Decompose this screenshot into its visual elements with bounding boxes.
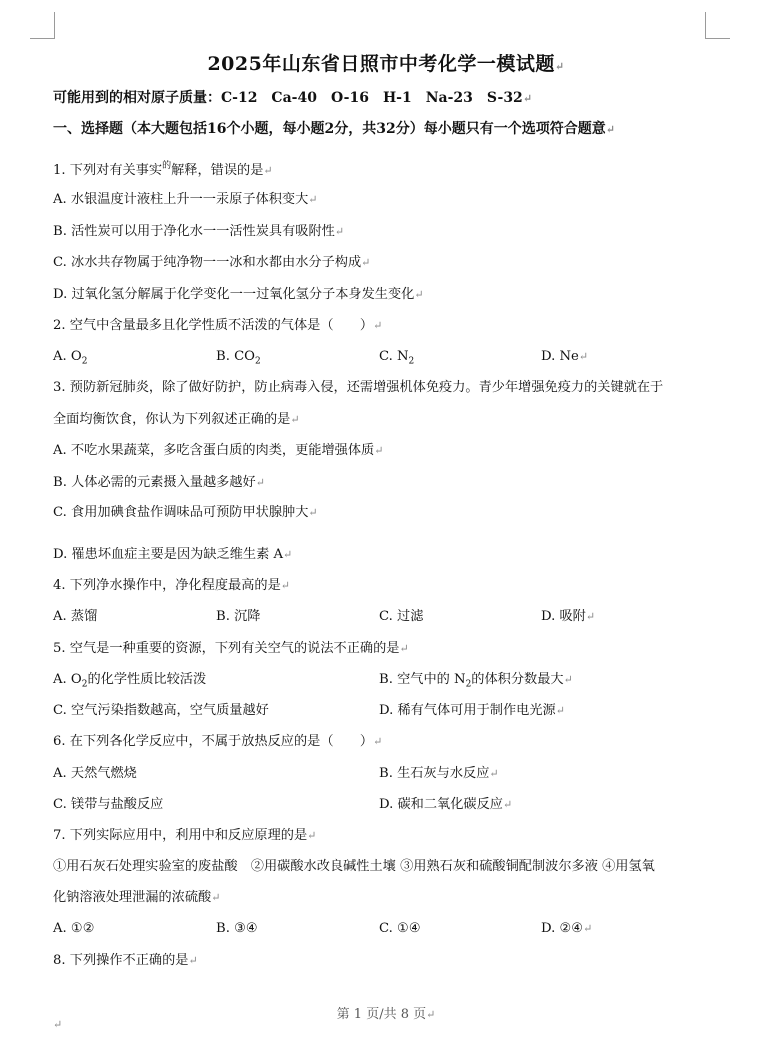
question-8-stem: 8. 下列操作不正确的是↵ bbox=[53, 953, 198, 968]
question-3-option-d: D. 罹患坏血症主要是因为缺乏维生素 A↵ bbox=[53, 547, 293, 562]
question-5-option-a: A. $O_2$的化学性质比较活泼 bbox=[53, 672, 207, 690]
page-corner-mark-top-right bbox=[705, 12, 730, 39]
question-6-option-c: C. 镁带与盐酸反应 bbox=[53, 797, 164, 812]
question-7-option-a: A. ①② bbox=[53, 921, 95, 936]
paragraph-mark: ↵ bbox=[53, 1018, 63, 1031]
question-4-option-a: A. 蒸馏 bbox=[53, 609, 98, 624]
question-6-stem: 6. 在下列各化学反应中，不属于放热反应的是（ ）↵ bbox=[53, 734, 383, 749]
question-4-option-d: D. 吸附↵ bbox=[541, 609, 596, 624]
atomic-masses-line: 可能用到的相对原子质量：C-12 Ca-40 O-16 H-1 Na-23 S-32↵ bbox=[53, 90, 533, 106]
section-heading: 一、选择题（本大题包括16个小题，每小题2分，共32分）每小题只有一个选项符合题意↵ bbox=[53, 121, 615, 137]
question-7-option-b: B. ③④ bbox=[216, 921, 258, 936]
question-2-option-d: D. Ne↵ bbox=[541, 349, 589, 364]
question-6-option-a: A. 天然气燃烧 bbox=[53, 766, 137, 781]
question-5-stem: 5. 空气是一种重要的资源，下列有关空气的说法不正确的是↵ bbox=[53, 641, 409, 656]
question-3-stem-line-1: 3. 预防新冠肺炎，除了做好防护，防止病毒入侵，还需增强机体免疫力。青少年增强免疫力的关键就在于 bbox=[53, 380, 664, 395]
question-2-option-c: C. $N_2$ bbox=[379, 349, 415, 367]
question-7-option-d: D. ②④↵ bbox=[541, 921, 593, 936]
question-1-option-b: B. 活性炭可以用于净化水一一活性炭具有吸附性↵ bbox=[53, 224, 345, 239]
question-4-option-b: B. 沉降 bbox=[216, 609, 261, 624]
question-1-option-c: C. 冰水共存物属于纯净物一一冰和水都由水分子构成↵ bbox=[53, 255, 371, 270]
question-2-stem: 2. 空气中含量最多且化学性质不活泼的气体是（ ）↵ bbox=[53, 318, 383, 333]
page-corner-mark-top-left bbox=[30, 12, 55, 39]
question-3-stem-line-2: 全面均衡饮食，你认为下列叙述正确的是↵ bbox=[53, 412, 300, 427]
question-3-option-a: A. 不吃水果蔬菜，多吃含蛋白质的肉类，更能增强体质↵ bbox=[53, 443, 384, 458]
question-2-option-b: B. $CO_2$ bbox=[216, 349, 261, 367]
question-1-option-a: A. 水银温度计液柱上升一一汞原子体积变大↵ bbox=[53, 192, 318, 207]
question-7-option-c: C. ①④ bbox=[379, 921, 421, 936]
question-4-stem: 4. 下列净水操作中，净化程度最高的是↵ bbox=[53, 578, 290, 593]
question-1-option-d: D. 过氧化氢分解属于化学变化一一过氧化氢分子本身发生变化↵ bbox=[53, 287, 424, 302]
question-7-items-line-2: 化钠溶液处理泄漏的浓硫酸↵ bbox=[53, 890, 221, 905]
question-1-stem: 1. 下列对有关事实$^的$解释，错误的是↵ bbox=[53, 161, 273, 178]
question-3-option-b: B. 人体必需的元素摄入量越多越好↵ bbox=[53, 475, 265, 490]
question-5-option-b: B. 空气中的 $N_2$的体积分数最大↵ bbox=[379, 672, 573, 690]
question-5-option-c: C. 空气污染指数越高，空气质量越好 bbox=[53, 703, 269, 718]
question-7-stem: 7. 下列实际应用中，利用中和反应原理的是↵ bbox=[53, 828, 317, 843]
exam-title: 2025年山东省日照市中考化学一模试题↵ bbox=[207, 53, 565, 75]
question-2-option-a: A. $O_2$ bbox=[53, 349, 88, 367]
question-5-option-d: D. 稀有气体可用于制作电光源↵ bbox=[379, 703, 565, 718]
question-4-option-c: C. 过滤 bbox=[379, 609, 424, 624]
question-3-option-c: C. 食用加碘食盐作调味品可预防甲状腺肿大↵ bbox=[53, 505, 318, 520]
question-6-option-b: B. 生石灰与水反应↵ bbox=[379, 766, 499, 781]
question-7-items-line-1: ①用石灰石处理实验室的废盐酸 ②用碳酸水改良碱性土壤 ③用熟石灰和硫酸铜配制波尔多液 ④用氢氧 bbox=[53, 859, 655, 874]
page-footer: 第 1 页/共 8 页↵ bbox=[336, 1007, 436, 1022]
question-6-option-d: D. 碳和二氧化碳反应↵ bbox=[379, 797, 513, 812]
